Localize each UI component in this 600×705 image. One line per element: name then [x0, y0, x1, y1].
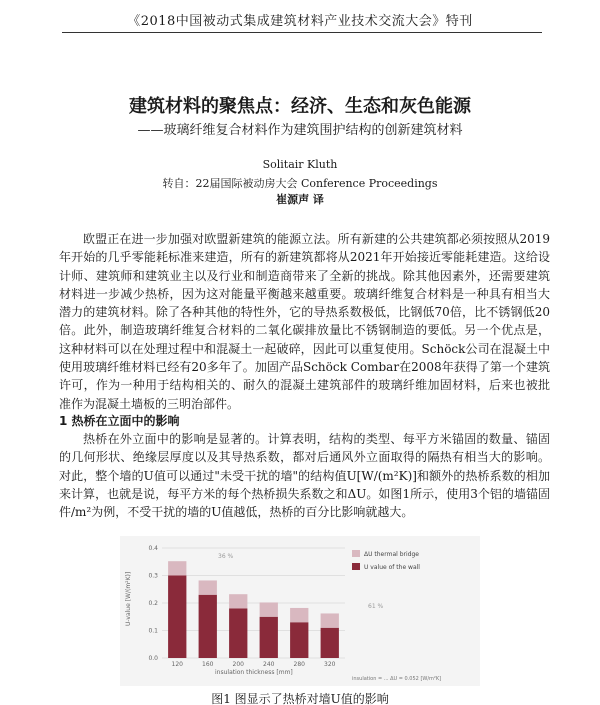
figure-chart [120, 536, 480, 686]
x-tick-200: 200 [232, 661, 244, 668]
paragraph-intro: 欧盟正在进一步加强对欧盟新建筑的能源立法。所有新建的公共建筑都必须按照从2019年开始的几乎零能耗标准来建造，所有的新建筑都将从2021年开始接近零能耗建造。这给设计师、建筑师和建筑业主以及行业和制造商带来了全新的挑战。除其他因素外，还需要建筑材料进一步减少热桥，因为这对能量平衡越来越重要。玻璃纤维复合材料是一种具有相当大潜力的建筑材料。除了各种其他的特性外，它的导热系数极低，比钢低70倍，比不锈钢低20倍。此外，制造玻璃纤维复合材料的二氧化碳排放量比不锈钢制造的要低。另一个优点是，这种材料可以在处理过程中和混凝土一起破碎，因此可以重复使用。Schöck公司在混凝土中使用玻璃纤维材料已经有20多年了。加固产品Schöck Combar在2008年获得了第一个建筑许可，作为一种用于结构相关的、耐久的混凝土建筑部件的玻璃纤维加固材料，后来也被批准作为混凝土墙板的三明治部件。 [59, 232, 550, 411]
annotation-36: 36 % [218, 553, 234, 560]
source-note: 转自：22届国际被动房大会 Conference Proceedings [162, 177, 438, 190]
bar-wall-200 [229, 609, 247, 659]
bar-wall-160 [199, 595, 217, 658]
x-tick-280: 280 [293, 661, 305, 668]
journal-header: 《2018中国被动式集成建筑材料产业技术交流大会》特刊 [127, 14, 473, 29]
y-tick-2: 0.2 [148, 600, 158, 607]
x-tick-160: 160 [202, 661, 214, 668]
legend-bridge: ΔU thermal bridge [364, 551, 419, 558]
article-subtitle: ——玻璃纤维复合材料作为建筑围护结构的创新建筑材料 [137, 123, 463, 138]
y-tick-1: 0.1 [148, 627, 158, 635]
bar-wall-320 [321, 628, 339, 658]
bar-wall-280 [290, 622, 308, 658]
bar-bridge-160 [199, 580, 217, 594]
bar-bridge-240 [260, 602, 278, 616]
bar-bridge-280 [290, 608, 308, 622]
bar-wall-120 [168, 576, 186, 659]
legend-wall: U value of the wall [364, 564, 420, 571]
chart-grid [162, 548, 345, 658]
header-rule [62, 32, 542, 33]
bar-wall-240 [260, 617, 278, 658]
legend-swatch-bridge [352, 550, 360, 557]
bar-chart [120, 536, 480, 686]
legend-swatch-wall [352, 563, 360, 570]
author: Solitair Kluth [262, 158, 338, 171]
translator: 崔源声 译 [276, 193, 324, 206]
x-tick-120: 120 [171, 661, 183, 668]
y-tick-0: 0.0 [148, 655, 158, 662]
figure-caption: 图1 图显示了热桥对墙U值的影响 [211, 692, 389, 705]
section-heading: 1 热桥在立面中的影响 [59, 414, 180, 428]
y-tick-3: 0.3 [148, 572, 158, 580]
chart-footnote: insulation = ... ΔU = 0.052 [W/m²K] [352, 676, 442, 682]
x-tick-240: 240 [263, 661, 275, 668]
bar-bridge-200 [229, 594, 247, 608]
y-axis-label: U-value [W/(m²K)] [125, 571, 132, 626]
annotation-61: 61 % [368, 603, 384, 610]
bar-bridge-320 [321, 613, 339, 627]
bar-bridge-120 [168, 561, 186, 575]
x-tick-320: 320 [324, 661, 336, 668]
x-axis-label: insulation thickness [mm] [215, 669, 293, 676]
paragraph-thermal-bridge: 热桥在外立面中的影响是显著的。计算表明，结构的类型、每平方米锚固的数量、锚固的几何形状、绝缘层厚度以及其导热系数，都对后通风外立面取得的隔热有相当大的影响。对此，整个墙的U值可以通过"未受干扰的墙"的结构值U[W/(m²K)]和额外的热桥系数的相加来计算，也就是说，每平方米的每个热桥损失系数之和ΔU。如图1所示，使用3个铝的墙锚固件/m²为例，不受干扰的墙的U值越低，热桥的百分比影响就越大。 [59, 432, 550, 520]
article-title: 建筑材料的聚焦点：经济、生态和灰色能源 [129, 96, 471, 117]
y-tick-4: 0.4 [148, 545, 158, 552]
